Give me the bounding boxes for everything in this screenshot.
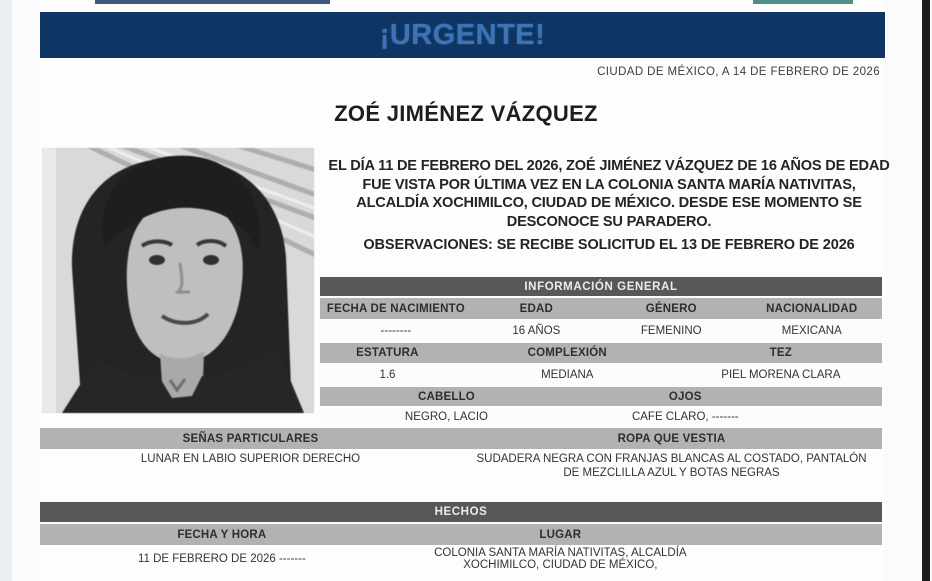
section-header-hechos: [40, 502, 882, 522]
urgent-banner: [40, 12, 885, 58]
section-title: HECHOS: [434, 506, 488, 518]
value-tez: PIEL MORENA CLARA: [721, 369, 841, 381]
urgent-banner-title: ¡URGENTE!: [379, 18, 546, 51]
value-fecha-nacimiento: --------: [380, 325, 412, 337]
senas-ropa-header-row: [40, 428, 882, 449]
missing-person-photo: [42, 148, 314, 413]
cropped-link-artifact: [753, 0, 853, 4]
value-genero: FEMENINO: [640, 325, 702, 337]
value-estatura: 1.6: [379, 369, 396, 381]
col-header-tez: TEZ: [769, 347, 792, 359]
person-portrait-illustration: [42, 148, 314, 413]
value-fecha-y-hora: 11 DE FEBRERO DE 2026 -------: [137, 553, 306, 565]
observations-line: OBSERVACIONES: SE RECIBE SOLICITUD EL 13 DE FEBRERO DE 2026: [363, 237, 855, 253]
incident-description: EL DÍA 11 DE FEBRERO DEL 2026, ZOÉ JIMÉNEZ VÁZQUEZ DE 16 AÑOS DE EDAD FUE VISTA POR ÚLTIMA VEZ EN LA COLONIA SANTA MARÍA NATIVITAS, ALCALDÍA XOCHIMILCO, CIUDAD DE MÉXICO. DESDE ESE MOMENTO SE DESCONOCE SU PARADERO.: [328, 158, 890, 230]
hechos-header-row: [40, 524, 882, 545]
section-header-informacion-general: [320, 277, 882, 296]
value-senas-particulares: LUNAR EN LABIO SUPERIOR DERECHO: [140, 453, 361, 465]
info-header-row-1: [320, 298, 882, 319]
value-nacionalidad: MEXICANA: [781, 325, 842, 337]
value-ojos: CAFE CLARO, -------: [631, 411, 739, 423]
col-header-genero: GÉNERO: [645, 302, 697, 315]
info-value-row-1: [320, 321, 882, 341]
info-header-row-2: [320, 343, 882, 363]
col-header-ojos: OJOS: [668, 390, 702, 403]
cropped-header-artifact: [95, 0, 330, 4]
info-value-row-2: [320, 365, 882, 385]
value-ropa-que-vestia: SUDADERA NEGRA CON FRANJAS BLANCAS AL COSTADO, PANTALÓN DE MEZCLILLA AZUL Y BOTAS NEGRAS: [476, 453, 867, 479]
col-header-fecha-y-hora: FECHA Y HORA: [177, 528, 267, 541]
col-header-estatura: ESTATURA: [356, 347, 419, 359]
hechos-value-row: [40, 547, 882, 571]
value-lugar: COLONIA SANTA MARÍA NATIVITAS, ALCALDÍA XOCHIMILCO, CIUDAD DE MÉXICO,: [434, 547, 687, 571]
value-cabello: NEGRO, LACIO: [404, 411, 488, 423]
scan-edge-tint: [0, 0, 12, 581]
scan-edge-artifact: [922, 0, 930, 581]
col-header-edad: EDAD: [519, 302, 554, 315]
issue-date-line: CIUDAD DE MÉXICO, A 14 DE FEBRERO DE 2026: [597, 66, 880, 78]
info-value-row-3: [320, 408, 882, 426]
col-header-complexion: COMPLEXIÓN: [527, 347, 607, 359]
info-header-row-3: [320, 387, 882, 406]
value-edad: 16 AÑOS: [512, 325, 561, 337]
section-title: INFORMACIÓN GENERAL: [524, 280, 678, 293]
col-header-senas-particulares: SEÑAS PARTICULARES: [182, 432, 319, 445]
person-name: ZOÉ JIMÉNEZ VÁZQUEZ: [334, 101, 598, 126]
col-header-nacionalidad: NACIONALIDAD: [766, 302, 858, 315]
col-header-lugar: LUGAR: [539, 528, 582, 541]
senas-ropa-value-row: [40, 451, 882, 489]
col-header-ropa-que-vestia: ROPA QUE VESTIA: [617, 432, 726, 445]
col-header-cabello: CABELLO: [417, 390, 475, 403]
col-header-fecha-nacimiento: FECHA DE NACIMIENTO: [326, 302, 465, 315]
value-complexion: MEDIANA: [541, 369, 594, 381]
